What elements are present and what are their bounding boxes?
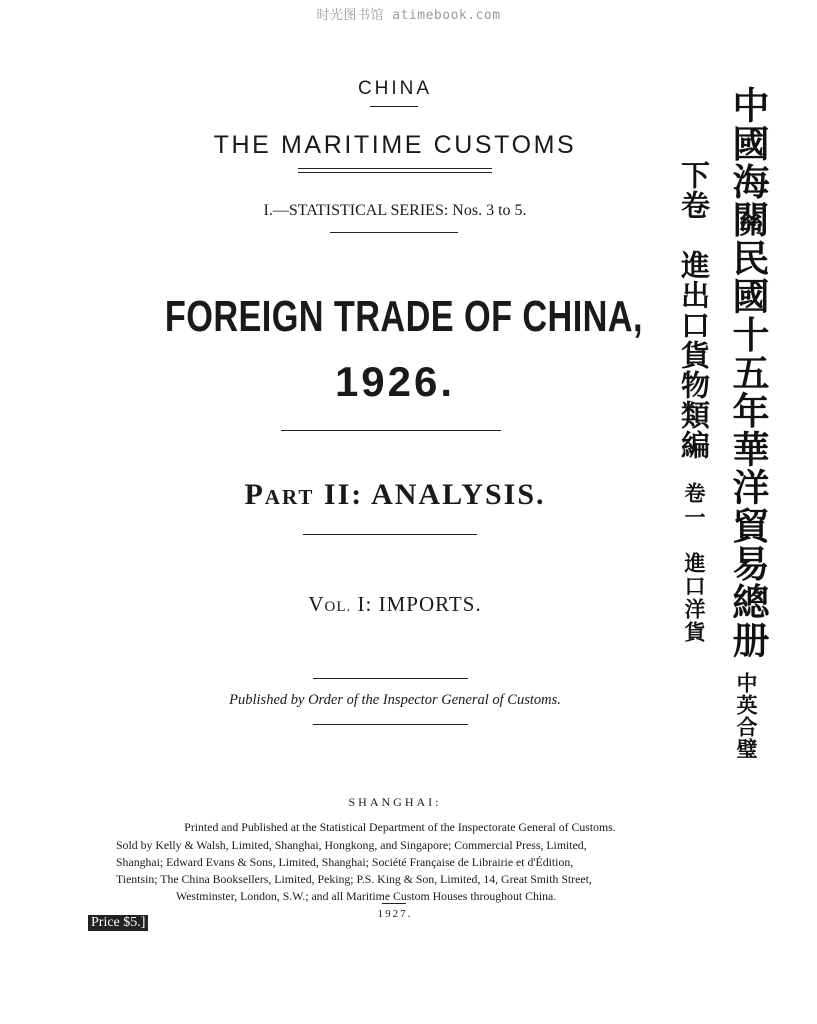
divider xyxy=(330,232,458,233)
part-prefix-rest: ART xyxy=(264,485,315,509)
sold-line: Westminster, London, S.W.; and all Maritime Custom Houses throughout China. xyxy=(176,889,557,903)
service-heading: THE MARITIME CUSTOMS xyxy=(213,131,577,159)
volume-prefix-rest: OL. xyxy=(324,599,352,615)
series-line: I.—STATISTICAL SERIES: Nos. 3 to 5. xyxy=(263,202,527,219)
chinese-volume: 下卷 xyxy=(677,160,711,220)
country-heading: CHINA xyxy=(357,78,433,99)
part-label: II: ANALYSIS. xyxy=(323,478,546,511)
divider xyxy=(313,678,468,679)
chinese-section: 進口洋貨 xyxy=(682,552,706,644)
volume-heading xyxy=(200,592,590,617)
divider xyxy=(303,534,477,535)
divider xyxy=(313,724,468,725)
volume-prefix-initial: V xyxy=(308,592,325,616)
imprint-year: 1927. xyxy=(377,908,413,920)
imprint-printed: Printed and Published at the Statistical Department of the Inspectorate General of Customs. xyxy=(184,820,616,834)
price-label xyxy=(88,915,148,931)
document-title: FOREIGN TRADE OF CHINA, xyxy=(164,292,643,341)
imprint-sold-by xyxy=(116,837,676,905)
imprint-city: SHANGHAI: xyxy=(348,795,442,809)
chinese-edition-note: 中英合璧 xyxy=(734,672,758,760)
double-divider xyxy=(298,168,492,173)
part-prefix-initial: P xyxy=(244,478,265,511)
divider xyxy=(370,106,418,107)
sold-line: Sold by Kelly & Walsh, Limited, Shanghai, Hongkong, and Singapore; Commercial Press, Limited, xyxy=(116,838,587,852)
volume-label: I: IMPORTS. xyxy=(357,592,482,616)
watermark: 时光图书馆 atimebook.com xyxy=(316,8,501,23)
price-text: Price $5.] xyxy=(88,915,148,931)
document-year: 1926. xyxy=(334,358,456,405)
chinese-book-number: 卷一 xyxy=(682,482,706,530)
chinese-subtitle: 進出口貨物類編 xyxy=(677,250,711,460)
sold-line: Tientsin; The China Booksellers, Limited, Peking; P.S. King & Son, Limited, 14, Great Smith Street, xyxy=(116,872,592,886)
sold-line: Shanghai; Edward Evans & Sons, Limited, Shanghai; Société Française de Librairie et d'Édition, xyxy=(116,855,574,869)
chinese-main-title: 中國海關民國十五年華洋貿易總册 xyxy=(726,86,769,659)
published-by: Published by Order of the Inspector General of Customs. xyxy=(229,692,561,708)
divider xyxy=(281,430,501,431)
part-heading xyxy=(150,478,640,512)
divider xyxy=(382,903,406,904)
